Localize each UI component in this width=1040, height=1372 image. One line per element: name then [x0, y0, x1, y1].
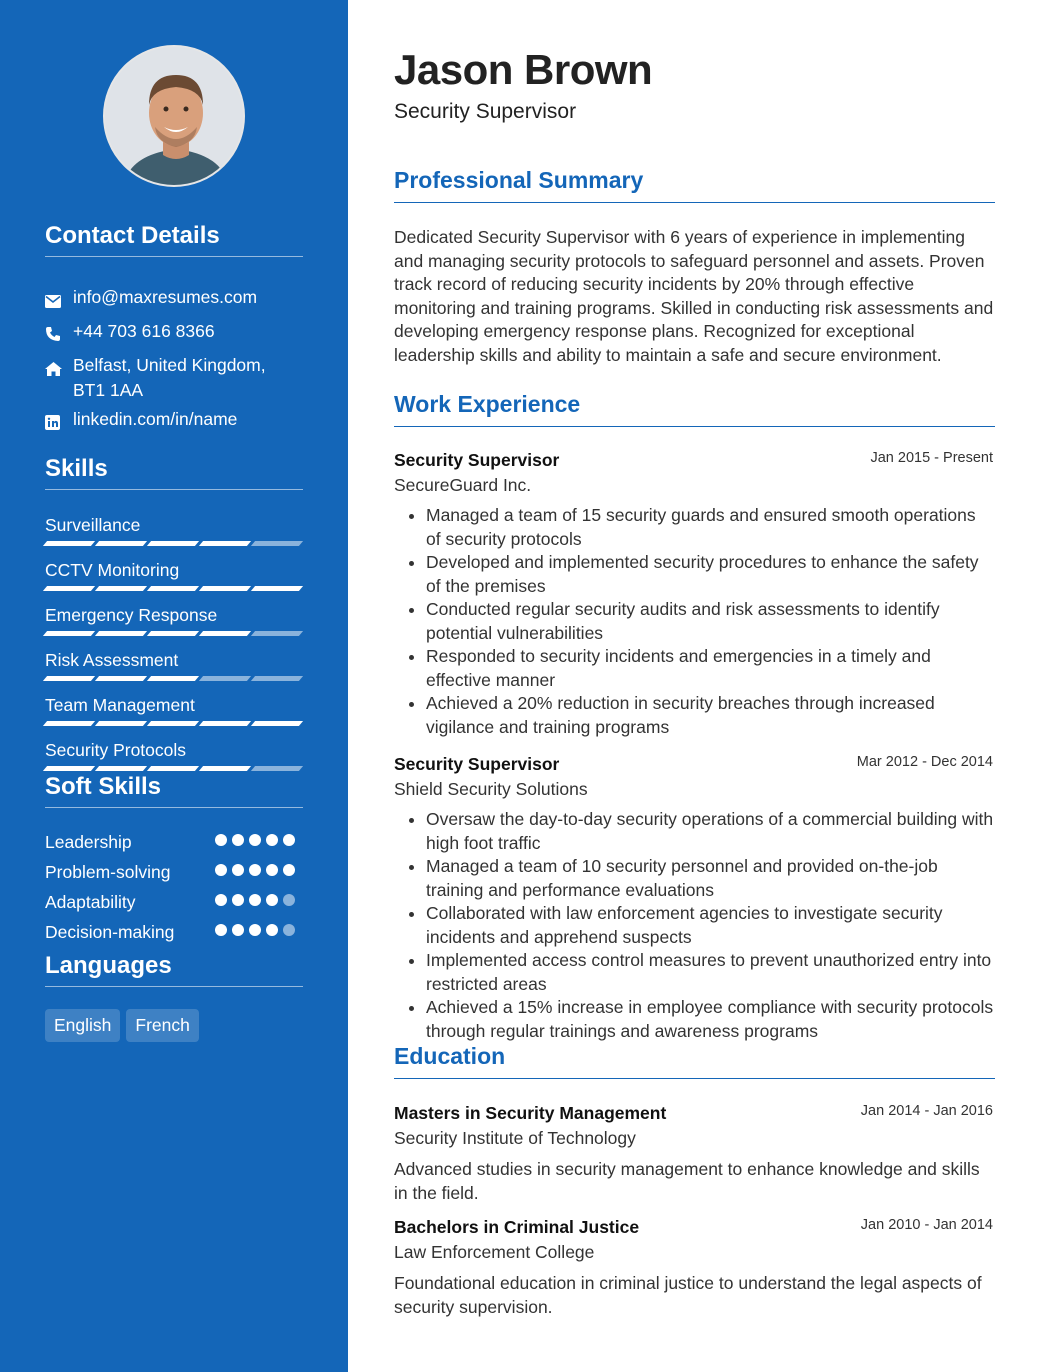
skill-level-segment [95, 631, 147, 636]
job-bullet: • Responded to security incidents and emergencies in a timely and effective manner [426, 645, 995, 692]
rating-dot [215, 834, 227, 846]
rating-dot [249, 864, 261, 876]
soft-skills-list [45, 832, 303, 952]
job-company: Shield Security Solutions [394, 779, 588, 799]
education-description: Foundational education in criminal justice to understand the legal aspects of security supervision. [394, 1273, 982, 1317]
skill-level-segment [95, 541, 147, 546]
soft-skill-row [45, 922, 303, 952]
skill-level-segment [199, 586, 251, 591]
skill-level-segment [43, 586, 95, 591]
job-company: SecureGuard Inc. [394, 475, 532, 495]
skill-level-segment [251, 541, 303, 546]
rating-dot [266, 924, 278, 936]
rating-dot [215, 894, 227, 906]
soft-skill-name: Problem-solving [45, 862, 171, 882]
rating-dot [249, 894, 261, 906]
phone-icon [45, 319, 73, 349]
skill-level-segment [251, 631, 303, 636]
job-bullet: • Oversaw the day-to-day security operations of a commercial building with high foot traffic [426, 808, 995, 855]
soft-skill-rating [215, 894, 295, 906]
skill-level-bar [45, 721, 301, 726]
experience-heading: Work Experience [394, 391, 995, 427]
rating-dot [283, 894, 295, 906]
linkedin-icon [45, 407, 73, 437]
job-title: Security Supervisor [394, 754, 560, 774]
rating-dot [232, 864, 244, 876]
rating-dot [249, 924, 261, 936]
skill-level-segment [147, 586, 199, 591]
job-bullets [394, 808, 995, 1043]
skill-level-segment [43, 766, 95, 771]
education-dates: Jan 2014 - Jan 2016 [860, 1103, 993, 1119]
skill-level-segment [95, 586, 147, 591]
skill-level-segment [147, 676, 199, 681]
contact-email-text: info@maxresumes.com [73, 287, 258, 307]
soft-skill-rating [215, 924, 295, 936]
contact-linkedin[interactable] [45, 407, 303, 437]
rating-dot [215, 924, 227, 936]
language-tag: French [126, 1009, 198, 1042]
skill-name: Team Management [45, 695, 195, 715]
rating-dot [215, 864, 227, 876]
skills-heading: Skills [45, 455, 303, 490]
skill-level-bar [45, 586, 301, 591]
summary-heading: Professional Summary [394, 167, 995, 203]
skill-level-segment [43, 721, 95, 726]
education-dates: Jan 2010 - Jan 2014 [860, 1217, 993, 1233]
education-entry [394, 1103, 995, 1205]
rating-dot [283, 864, 295, 876]
job-entry [394, 754, 995, 1043]
home-icon [45, 353, 73, 403]
job-bullet: • Developed and implemented security procedures to enhance the safety of the premises [426, 551, 995, 598]
skill-level-segment [43, 541, 95, 546]
skill-level-segment [147, 766, 199, 771]
contact-heading: Contact Details [45, 222, 303, 257]
soft-skill-rating [215, 864, 295, 876]
rating-dot [232, 894, 244, 906]
contact-address-text: Belfast, United Kingdom, BT1 1AA [73, 355, 266, 400]
rating-dot [283, 924, 295, 936]
rating-dot [266, 894, 278, 906]
skill-level-bar [45, 631, 301, 636]
contact-linkedin-text: linkedin.com/in/name [73, 409, 238, 429]
skill-level-segment [147, 541, 199, 546]
profile-photo [103, 45, 245, 187]
job-bullet: • Conducted regular security audits and risk assessments to identify potential vulnerabilities [426, 598, 995, 645]
skill-level-bar [45, 676, 301, 681]
soft-skill-name: Leadership [45, 832, 132, 852]
skill-level-segment [95, 766, 147, 771]
language-tag: English [45, 1009, 120, 1042]
soft-skills-heading: Soft Skills [45, 773, 303, 808]
skill-level-bar [45, 541, 301, 546]
contact-phone[interactable] [45, 319, 303, 349]
skill-level-segment [251, 586, 303, 591]
job-dates: Mar 2012 - Dec 2014 [856, 754, 993, 770]
rating-dot [283, 834, 295, 846]
skill-level-segment [251, 721, 303, 726]
contact-phone-text: +44 703 616 8366 [73, 321, 215, 341]
job-bullet: • Implemented access control measures to prevent unauthorized entry into restricted areas [426, 949, 995, 996]
skill-level-segment [199, 541, 251, 546]
school-name: Law Enforcement College [394, 1242, 595, 1262]
skill-name: Risk Assessment [45, 650, 179, 670]
skill-level-segment [199, 676, 251, 681]
soft-skill-row [45, 892, 303, 922]
job-dates: Jan 2015 - Present [870, 450, 993, 466]
languages-list [45, 1009, 303, 1042]
skill-level-segment [199, 766, 251, 771]
skill-level-segment [43, 631, 95, 636]
rating-dot [249, 834, 261, 846]
skill-level-segment [95, 721, 147, 726]
skill-level-segment [251, 676, 303, 681]
candidate-title: Security Supervisor [394, 100, 577, 123]
school-name: Security Institute of Technology [394, 1128, 636, 1148]
candidate-name: Jason Brown [394, 46, 653, 93]
summary-text: Dedicated Security Supervisor with 6 years of experience in implementing and managing security protocols to safeguard personnel and assets. Proven track record of reducing security incidents by 20% through effective monitoring and training programs. Skilled in conducting risk assessments and developing emergency response plans. Recognized for exceptional leadership skills and ability to maintain a safe and secure environment. [394, 227, 994, 365]
job-bullet: • Collaborated with law enforcement agencies to investigate security incidents and apprehend suspects [426, 902, 995, 949]
skill-level-segment [199, 631, 251, 636]
skills-list [45, 514, 303, 771]
education-entry [394, 1217, 995, 1319]
job-bullet: • Managed a team of 10 security personnel and provided on-the-job training and performance evaluations [426, 855, 995, 902]
education-description: Advanced studies in security management to enhance knowledge and skills in the field. [394, 1159, 980, 1203]
job-bullet: • Achieved a 15% increase in employee compliance with security protocols through regular trainings and awareness programs [426, 996, 995, 1043]
degree-title: Bachelors in Criminal Justice [394, 1217, 640, 1237]
job-title: Security Supervisor [394, 450, 560, 470]
contact-email[interactable] [45, 285, 303, 315]
rating-dot [266, 864, 278, 876]
degree-title: Masters in Security Management [394, 1103, 667, 1123]
skill-level-segment [199, 721, 251, 726]
contact-address [45, 353, 303, 403]
rating-dot [266, 834, 278, 846]
skill-level-segment [43, 676, 95, 681]
education-heading: Education [394, 1043, 995, 1079]
rating-dot [232, 924, 244, 936]
job-entry [394, 450, 995, 739]
skill-level-segment [147, 721, 199, 726]
skill-level-segment [251, 766, 303, 771]
skill-name: Emergency Response [45, 605, 218, 625]
skill-name: CCTV Monitoring [45, 560, 180, 580]
languages-heading: Languages [45, 952, 303, 987]
skill-name: Security Protocols [45, 740, 187, 760]
job-bullets [394, 504, 995, 739]
skill-name: Surveillance [45, 515, 141, 535]
job-bullet: • Achieved a 20% reduction in security breaches through increased vigilance and training programs [426, 692, 995, 739]
soft-skill-name: Decision-making [45, 922, 175, 942]
rating-dot [232, 834, 244, 846]
skill-level-bar [45, 766, 301, 771]
skill-level-segment [95, 676, 147, 681]
soft-skill-row [45, 832, 303, 862]
sidebar [0, 0, 348, 1372]
contact-list [45, 285, 303, 437]
job-bullet: • Managed a team of 15 security guards and ensured smooth operations of security protocols [426, 504, 995, 551]
skill-level-segment [147, 631, 199, 636]
soft-skill-row [45, 862, 303, 892]
soft-skill-name: Adaptability [45, 892, 136, 912]
soft-skill-rating [215, 834, 295, 846]
envelope-icon [45, 285, 73, 315]
